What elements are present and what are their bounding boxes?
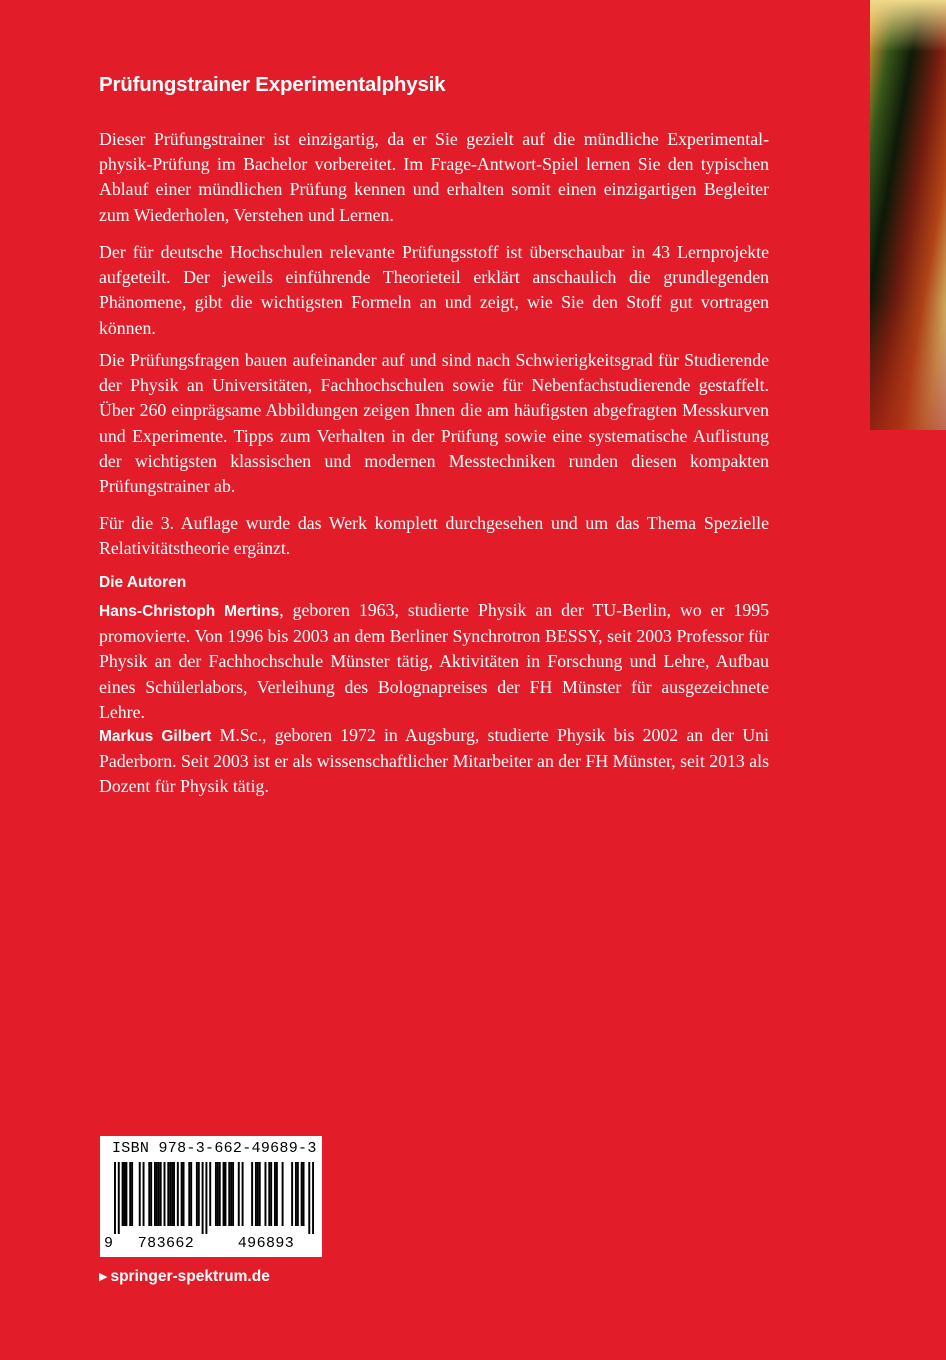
author-bio-1	[99, 598, 769, 725]
author-bio-2	[99, 723, 769, 800]
cover-photo-edge	[870, 0, 946, 430]
book-title: Prüfungstrainer Experimentalphysik	[99, 73, 446, 96]
ean-right-group: 496893	[237, 1235, 295, 1252]
authors-heading: Die Autoren	[99, 574, 187, 591]
author-name-1: Hans-Christoph Mertins	[99, 603, 280, 620]
description-paragraph-2: Der für deutsche Hochschulen relevante Prüfungsstoff ist überschaubar in 43 Lernprojekte aufgeteilt. Der jeweils einführende Theorieteil erklärt anschaulich die grundlegenden Phänomene, gibt die wichtigsten Formeln an und zeigt, wie Sie den Stoff gut vortragen können.	[99, 242, 769, 338]
description-paragraph-4: Für die 3. Auflage wurde das Werk komplett durchgesehen und um das Thema Spezielle Relativitätstheorie ergänzt.	[99, 513, 769, 559]
isbn-barcode	[100, 1136, 322, 1257]
author-text-1: , geboren 1963, studierte Physik an der TU-Berlin, wo er 1995 promovierte. Von 1996 bis 2003 an dem Berliner Synchrotron BESSY, seit 2003 Professor für Physik an der Fachhochschule Münster tätig, Aktivitäten in Forschung und Lehre, Aufbau eines Schülerlabors, Verleihung des Bolognapreises der FH Münster für ausgezeichnete Lehre.	[99, 600, 769, 722]
ean-left-group: 783662	[137, 1235, 195, 1252]
arrow-right-icon: ▶	[99, 1271, 108, 1283]
website-label: springer-spektrum.de	[110, 1268, 270, 1285]
barcode-bars	[114, 1162, 314, 1234]
author-text-2: M.Sc., geboren 1972 in Augsburg, studierte Physik bis 2002 an der Uni Paderborn. Seit 2003 ist er als wissenschaftlicher Mitarbeiter an der FH Münster, seit 2013 als Dozent für Physik tätig.	[99, 725, 769, 797]
publisher-website	[99, 1268, 270, 1286]
author-name-2: Markus Gilbert	[99, 728, 212, 745]
description-paragraph-1: Dieser Prüfungstrainer ist einzigartig, da er Sie gezielt auf die mündliche Experimental-physik-Prüfung im Bachelor vorbereitet. Im Frage-Antwort-Spiel lernen Sie den typischen Ablauf einer mündlichen Prüfung kennen und erhalten somit einen einzigartigen Begleiter zum Wiederholen, Verstehen und Lernen.	[99, 129, 769, 225]
isbn-label: ISBN 978-3-662-49689-3	[112, 1140, 317, 1157]
ean-digits	[104, 1235, 318, 1252]
description-paragraph-3: Die Prüfungsfragen bauen aufeinander auf und sind nach Schwierigkeitsgrad für Studierende der Physik an Universitäten, Fachhochschulen sowie für Nebenfachstudierende gestaffelt. Über 260 einprägsame Abbildungen zeigen Ihnen die am häufigsten abgefragten Messkurven und Experimente. Tipps zum Verhalten in der Prüfung sowie eine systematische Auflistung der wichtigsten klassischen und modernen Messtechniken runden diesen kompakten Prüfungstrainer ab.	[99, 350, 769, 497]
ean-first-digit: 9	[104, 1235, 114, 1252]
